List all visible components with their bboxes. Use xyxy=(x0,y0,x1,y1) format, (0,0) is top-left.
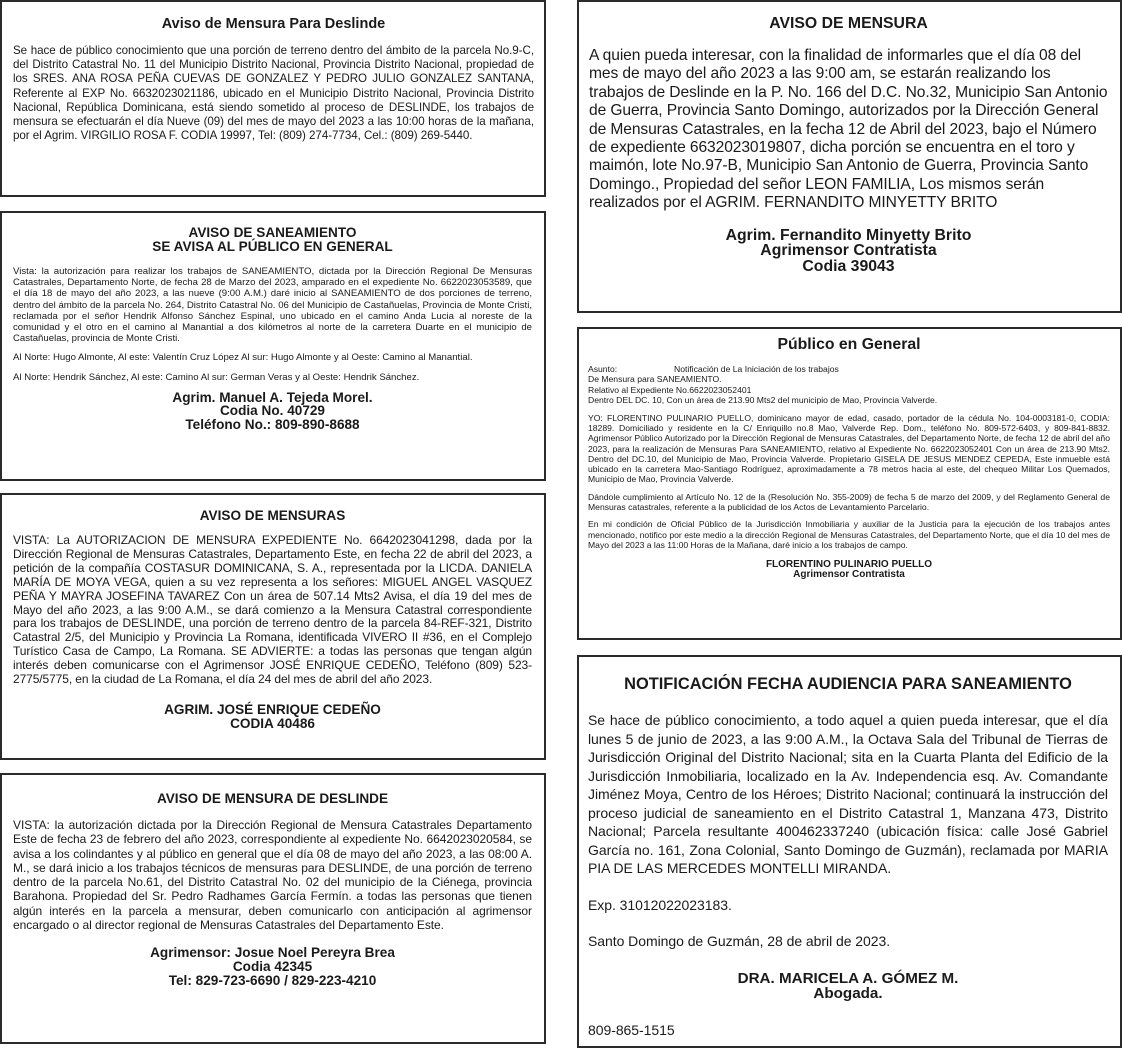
notice-body: A quien pueda interesar, con la finalidad de informarles que el día 08 del mes de mayo del año 2023 a las 9:00 am, se estarán realizando los trabajos de Deslinde en la P. No. 166 del D.C. No.32, Municipio San Antonio de Guerra, Provincia Santo Domingo, autorizados por la Dirección General de Mensuras Catastrales, en la fecha 12 de Abril del 2023, bajo el Número de expediente 6632023019807, dicha porción se encuentra en el toro y maimón, lote No.97-B, Municipio San Antonio de Guerra, Provincia Santo Domingo., Propiedad del señor LEON FAMILIA, Los mismos serán realizados por el AGRIM. FERNANDITO MINYETTY BRITO xyxy=(589,47,1108,212)
notice-title: AVISO DE MENSURAS xyxy=(199,508,346,523)
contact-phone: 809-865-1515 xyxy=(588,1021,675,1038)
signature-block xyxy=(588,560,1110,580)
notice-paragraph: Dándole cumplimiento al Artículo No. 12 de la (Resolución No. 355-2009) de fecha 5 de marzo del 2009, y del Reglamento General de Mensuras catastrales, referente a la publicidad de los Actos de Levantamiento Parcelario. xyxy=(588,491,1110,512)
notice-body: Se hace de público conocimiento, a todo aquel a quien pueda interesar, que el día lunes 5 de junio de 2023, a las 9:00 A.M., la Octava Sala del Tribunal de Tierras de Jurisdicción Original del Distrito Nacional; sita en la Cuarta Planta del Edificio de la Jurisdicción Inmobiliaria, localizado en la Av. Independencia esq. Av. Comandante Jiménez Moya, Centro de los Héroes; Distrito Nacional; continuará la instrucción del proceso judicial de saneamiento en el Distrito Catastral 1, Manzana 473, Distrito Nacional; Parcela resultante 400462337240 (ubicación física: calle José Gabriel García no. 161, Zona Colonial, Santo Domingo de Guzmán), reclamada por MARIA PIA DE LAS MERCEDES MONTELLI MIRANDA. xyxy=(588,712,1108,876)
signature-name: AGRIM. JOSÉ ENRIQUE CEDEÑO xyxy=(164,701,381,717)
notice-deslinde xyxy=(0,0,546,197)
notice-body: VISTA: La AUTORIZACION DE MENSURA EXPEDIENTE No. 6642023041298, dada por la Dirección Regional de Mensuras Catastrales, Departamento Este, en fecha 22 de abril del 2023, a petición de la compañía COSTASUR DOMINICANA, S. A., representada por la LICDA. DANIELA MARÍA DE MOYA VEGA, quien a su vez representa a los señores: MIGUEL ANGEL VASQUEZ PEÑA Y MAYRA JOSEFINA TAVAREZ Con un área de 507.14 Mts2 Avisa, el día 19 del mes de Mayo del año 2023, a las 9:00 A.M., se dará comienzo a la Mensura Catastral correspondiente para los trabajos de DESLINDE, una porción de terreno dentro de la parcela 84-REF-321, Distrito Catastral 2/5, del Municipio y Provincia La Romana, identificada VIVERO II #36, en el Complejo Turístico Casa de Campo, La Romana. SE ADVIERTE: a todas las personas que tengan algún interés deben comunicarse con el Agrimensor JOSÉ ENRIQUE CEDEÑO, Teléfono (809) 523-2775/5775, en la ciudad de La Romana, el día 24 del mes de abril del año 2023. xyxy=(13,533,532,687)
notice-body: Vista: la autorización para realizar los trabajos de SANEAMIENTO, dictada por la Dirección Regional De Mensuras Catastrales, Departamento Norte, de fecha 28 de Marzo del 2023, amparado en el expediente No. 6622023053589, que el día 18 de mayo del año 2023, a las nueve (9:00 A.M.) daré inicio al SANEAMIENTO de dos porciones de terreno, dentro del ámbito de la parcela No. 264, Distrito Catastral No. 06 del Municipio de Castañuelas, Provincia de Monte Cristi, reclamada por el señor Hendrik Alfonso Sánchez Espinal, uno ubicado en el camino Anda Lucia al noreste de la comunidad y el otro en el camino al Manantial a dos kilómetros al norte de la carretera Duarte en el municipio de Castañuelas, provincia de Monte Cristi. xyxy=(13,266,532,345)
signature-block xyxy=(13,946,532,987)
notice-title-line: AVISO DE SANEAMIENTO xyxy=(188,225,357,240)
signature-role: Agrimensor Contratista xyxy=(760,242,937,260)
subject-line: De Mensura para SANEAMIENTO. xyxy=(588,374,722,385)
signature-codia: Codia 42345 xyxy=(232,958,313,974)
signature-name: Agrimensor: Josue Noel Pereyra Brea xyxy=(150,945,395,961)
signature-role: Agrimensor Contratista xyxy=(793,569,905,581)
notice-publico-general xyxy=(577,327,1122,640)
notice-title-line: SE AVISA AL PÚBLICO EN GENERAL xyxy=(152,239,393,254)
signature-block xyxy=(588,971,1108,1001)
signature-codia: Codia No. 40729 xyxy=(219,403,325,419)
subject-value: Notificación de La Iniciación de los trabajos xyxy=(674,364,839,374)
signature-block xyxy=(13,703,532,730)
notice-audiencia xyxy=(577,655,1122,1048)
subject-line: Relativo al Expediente No.6622023052401 xyxy=(588,384,752,395)
notice-title: Público en General xyxy=(777,336,921,353)
notice-title: NOTIFICACIÓN FECHA AUDIENCIA PARA SANEAMIENTO xyxy=(624,675,1072,693)
signature-codia: Codia 39043 xyxy=(802,258,895,276)
notice-body: VISTA: la autorización dictada por la Dirección Regional de Mensura Catastrales Departamento Este de fecha 23 de febrero del año 2023, correspondiente al expediente No. 6642023020584, se avisa a los colindantes y al público en general que el día 08 de mayo del año 2023, a las 08:00 A. M., se dará inicio a los trabajos técnicos de mensuras para DESLINDE, de una porción de terreno dentro de la parcela No.61, del Distrito Catastral No. 02 del municipio de la Ciénega, provincia Barahona. Propiedad del Sr. Pedro Radhames García Fermín. a todas las personas que tienen algún interés en la parcela a mensurar, deben comunicarlo con anticipación al agrimensor encargado o al director regional de Mensuras Catastrales del Departamento Este. xyxy=(13,818,532,933)
signature-role: Abogada. xyxy=(813,984,883,1002)
notice-title: AVISO DE MENSURA DE DESLINDE xyxy=(156,791,389,806)
notice-saneamiento xyxy=(0,211,546,481)
place-date: Santo Domingo de Guzmán, 28 de abril de 2023. xyxy=(588,933,891,949)
signature-name: DRA. MARICELA A. GÓMEZ M. xyxy=(737,969,959,987)
notice-paragraph: En mi condición de Oficial Público de la Jurisdicción Inmobiliaria y auxiliar de la Justicia para la ejecución de los trabajos antes mencionado, notifico por este medio a la dirección Regional de Mensuras Catastrales, del Departamento Norte, que el día 10 del mes de Mayo del 2023 a las 11:00 Horas de la Mañana, daré inicio a los trabajos de campo. xyxy=(588,519,1110,550)
signature-block xyxy=(589,228,1108,275)
notice-title xyxy=(13,226,532,254)
notice-limits: Al Norte: Hugo Almonte, Al este: Valentín Cruz López Al sur: Hugo Almonte y al Oeste: Camino al Manantial. xyxy=(13,352,473,364)
expediente-number: Exp. 31012022023183. xyxy=(588,896,732,913)
notice-mensuras xyxy=(0,493,546,760)
signature-block xyxy=(13,391,532,432)
signature-name: FLORENTINO PULINARIO PUELLO xyxy=(765,559,933,571)
notice-mensura xyxy=(577,0,1122,313)
subject-line: Dentro DEL DC. 10, Con un área de 213.90 Mts2 del municipio de Mao, Provincia Valverde. xyxy=(588,395,938,406)
signature-codia: CODIA 40486 xyxy=(230,715,315,731)
notice-paragraph: YO: FLORENTINO PULINARIO PUELLO, dominicano mayor de edad, casado, portador de la cédula No. 104-0003181-0, CODIA: 18289. Domiciliado y residente en la C/ Enriquillo no.8 Mao, Valverde Rep. Dom., teléfono No. 809-572-6403, y 809-841-8832. Agrimensor Público Autorizado por la Dirección Regional de Mensuras Catastrales, del Departamento Norte, de fecha 12 de abril del año 2023, para la realización de Mensuras Para SANEAMIENTO, relativo al Expediente No. 6622023052401 Con un área de 213.90 Mts2. Dentro del DC.10, del Municipio de Mao, Provincia Valverde. Propietario GISELA DE JESUS MENDEZ CEPEDA, Este inmueble está ubicado en la carretera Mao-Santiago Rodríguez, aproximadamente a 78 metros hacia al este, del chequeo Militar Los Quemados, Municipio de Mao, Provincia Valverde. xyxy=(588,412,1110,485)
notice-limits: Al Norte: Hendrik Sánchez, Al este: Camino Al sur: German Veras y al Oeste: Hendrik Sánchez. xyxy=(13,371,420,383)
notice-title: Aviso de Mensura Para Deslinde xyxy=(161,16,386,32)
signature-name: Agrim. Fernandito Minyetty Brito xyxy=(725,226,972,244)
notice-mensura-deslinde xyxy=(0,773,546,1044)
subject-block xyxy=(588,364,1110,406)
subject-label: Asunto: xyxy=(588,364,618,374)
signature-phone: Teléfono No.: 809-890-8688 xyxy=(185,417,360,433)
signature-phone: Tel: 829-723-6690 / 829-223-4210 xyxy=(168,972,377,988)
notice-title: AVISO DE MENSURA xyxy=(769,15,928,32)
notice-body: Se hace de público conocimiento que una porción de terreno dentro del ámbito de la parcela No.9-C, del Distrito Catastral No. 11 del Municipio Distrito Nacional, Provincia Distrito Nacional, propiedad de los SRES. ANA ROSA PEÑA CUEVAS DE GONZALEZ Y PEDRO JULIO GONZALEZ SANTANA, Referente al EXP No. 6632023021186, ubicado en el Municipio Distrito Nacional, Provincia Distrito Nacional, República Dominicana, está siendo sometido al proceso de DESLINDE, los trabajos de mensura se efectuarán el día Nueve (09) del mes de mayo del 2023 a las 10:00 horas de la mañana, por el Agrim. VIRGILIO ROSA F. CODIA 19997, Tel: (809) 274-7734, Cel.: (809) 269-5440. xyxy=(13,44,534,143)
signature-name: Agrim. Manuel A. Tejeda Morel. xyxy=(172,389,373,405)
